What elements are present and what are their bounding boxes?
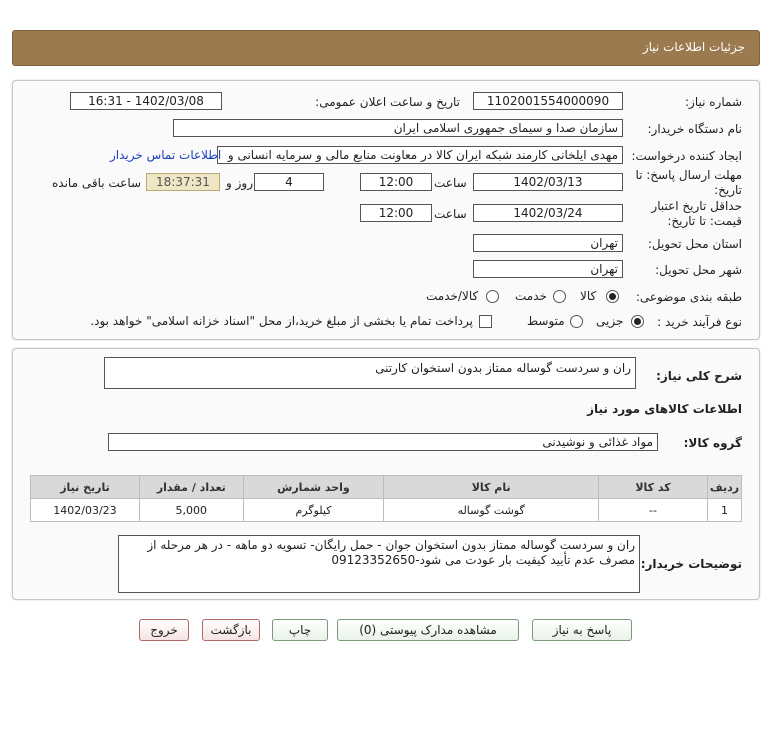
- buyer-contact-link[interactable]: اطلاعات تماس خریدار: [110, 148, 222, 162]
- process-label: نوع فرآیند خرید :: [657, 315, 742, 329]
- goods-table-header: [31, 476, 742, 499]
- validity-time-field: 12:00: [360, 204, 432, 222]
- back-button[interactable]: بازگشت: [202, 619, 260, 641]
- table-row: [31, 499, 742, 522]
- page-title: جزئیات اطلاعات نیاز: [642, 40, 745, 54]
- validity-time-label: ساعت: [434, 207, 467, 221]
- cell-unit: کیلوگرم: [243, 499, 384, 522]
- city-label: شهر محل تحویل:: [655, 263, 742, 277]
- buyer-notes-label: توضیحات خریدار:: [640, 557, 742, 571]
- category-option-service: خدمت: [515, 289, 547, 303]
- process-radio-minor[interactable]: [631, 315, 644, 328]
- buyer-org-field: سازمان صدا و سیمای جمهوری اسلامی ایران: [173, 119, 623, 137]
- treasury-payment-checkbox[interactable]: [479, 315, 492, 328]
- process-option-medium: متوسط: [527, 314, 565, 328]
- treasury-payment-note: پرداخت تمام یا بخشی از مبلغ خرید،از محل "اسناد خزانه اسلامی" خواهد بود.: [90, 314, 473, 328]
- cell-row: 1: [707, 499, 741, 522]
- goods-table: [30, 475, 742, 522]
- reply-time-field: 12:00: [360, 173, 432, 191]
- col-name: نام کالا: [384, 476, 599, 499]
- reply-button[interactable]: پاسخ به نیاز: [532, 619, 632, 641]
- print-button[interactable]: چاپ: [272, 619, 328, 641]
- category-option-goods-service: کالا/خدمت: [426, 289, 479, 303]
- goods-info-title: اطلاعات کالاهای مورد نیاز: [587, 402, 742, 416]
- category-radio-goods[interactable]: [606, 290, 619, 303]
- page-header: [12, 30, 760, 66]
- goods-group-label: گروه کالا:: [683, 436, 742, 450]
- cell-name: گوشت گوساله: [384, 499, 599, 522]
- cell-quantity: 5,000: [139, 499, 243, 522]
- col-code: کد کالا: [599, 476, 708, 499]
- goods-group-field: مواد غذائی و نوشیدنی: [108, 433, 658, 451]
- announce-label: تاریخ و ساعت اعلان عمومی:: [315, 95, 460, 109]
- validity-label-2: قیمت: تا تاریخ:: [667, 214, 742, 228]
- col-date: تاریخ نیاز: [31, 476, 140, 499]
- cell-code: --: [599, 499, 708, 522]
- province-field: تهران: [473, 234, 623, 252]
- summary-label: شرح کلی نیاز:: [656, 369, 742, 383]
- cell-date: 1402/03/23: [31, 499, 140, 522]
- category-option-goods: کالا: [580, 289, 597, 303]
- col-row: ردیف: [707, 476, 741, 499]
- col-unit: واحد شمارش: [243, 476, 384, 499]
- need-number-label: شماره نیاز:: [685, 95, 742, 109]
- announce-datetime-field: 1402/03/08 - 16:31: [70, 92, 222, 110]
- process-option-minor: جزیی: [596, 314, 624, 328]
- reply-deadline-label: مهلت ارسال پاسخ: تا تاریخ:: [635, 168, 742, 197]
- days-label: روز و: [226, 176, 253, 190]
- reply-date-field: 1402/03/13: [473, 173, 623, 191]
- col-quantity: تعداد / مقدار: [139, 476, 243, 499]
- creator-label: ایجاد کننده درخواست:: [631, 149, 742, 163]
- days-field: 4: [254, 173, 324, 191]
- city-field: تهران: [473, 260, 623, 278]
- creator-field: مهدی ایلخانی کارمند شبکه ایران کالا در معاونت منابع مالی و سرمایه انسانی و: [217, 146, 623, 164]
- remaining-time-field: 18:37:31: [146, 173, 220, 191]
- process-radio-medium[interactable]: [570, 315, 583, 328]
- validity-label-1: حداقل تاریخ اعتبار: [651, 199, 742, 213]
- category-radio-service[interactable]: [553, 290, 566, 303]
- exit-button[interactable]: خروج: [139, 619, 189, 641]
- summary-field: ران و سردست گوساله ممتاز بدون استخوان کارتنی: [104, 357, 636, 389]
- need-number-field: 1102001554000090: [473, 92, 623, 110]
- category-label: طبقه بندی موضوعی:: [635, 290, 742, 304]
- category-radio-goods-service[interactable]: [486, 290, 499, 303]
- buyer-org-label: نام دستگاه خریدار:: [647, 122, 742, 136]
- reply-time-label: ساعت: [434, 176, 467, 190]
- buyer-notes-field: ران و سردست گوساله ممتاز بدون استخوان جوان - حمل رایگان- تسویه دو ماهه - در هر مرحله از مصرف عدم تأیید کیفیت بار عودت می شود-09123352650: [118, 535, 640, 593]
- attachments-button[interactable]: مشاهده مدارک پیوستی (0): [337, 619, 519, 641]
- remaining-time-label: ساعت باقی مانده: [52, 176, 142, 190]
- province-label: استان محل تحویل:: [647, 237, 742, 251]
- validity-date-field: 1402/03/24: [473, 204, 623, 222]
